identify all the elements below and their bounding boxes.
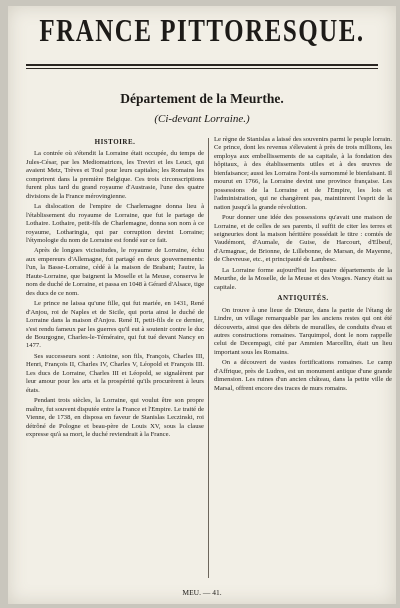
section-heading-histoire: HISTOIRE.	[94, 138, 136, 146]
page-footer: MEU. — 41.	[182, 588, 222, 597]
masthead-title: FRANCE PITTORESQUE.	[39, 14, 365, 49]
department-subtitle: (Ci-devant Lorraine.)	[154, 113, 250, 125]
department-title: Département de la Meurthe.	[120, 91, 284, 106]
paragraph: Ses successeurs sont : Antoine, son fils, François, Charles III, Henri, François II, Charles IV, Charles V, Léopold et François III. Les ducs de Lorraine, Charles III et Léopold, se signalèrent par leur amour pour les arts et la prospérité qu'ils procurèrent à leurs états.	[26, 352, 204, 394]
paragraph: On a découvert de vastes fortifications romaines. Le camp d'Affrique, près de Ludres, est un monument antique d'une grande dimension. Les ruines d'un ancien château, dans la petite ville de Marsal, offrent encore des traces de murs romains.	[214, 359, 392, 392]
paragraph: Après de longues vicissitudes, le royaume de Lorraine, échu aux empereurs d'Allemagne, fut partagé en deux gouvernements: l'un, la Basse-Lorraine, cédé à la maison de Brabant; l'autre, la Haute-Lorraine, que baignent la Moselle et la Meuse, conserva le nom de duché de Lorraine, et passa en 1048 à Gérard d'Alsace, tige des ducs de ce nom.	[26, 247, 204, 297]
paragraph: Le règne de Stanislas a laissé des souvenirs parmi le peuple lorrain. Ce prince, dont les revenus s'élevaient à près de trois millions, les employa aux embellissements de sa capitale, à la fondation des hôpitaux, à des établissements utiles et à des œuvres de bienfaisance; aussi les Lorrains l'ont-ils surnommé le bienfaisant. Il mourut en 1766, la Lorraine devint une province française. Les possessions de la Lorraine et de l'Empire, les lois et l'administration, qui ne changèrent pas, maintinrent l'esprit de la nation jusqu'à la grande révolution.	[214, 136, 392, 211]
paragraph: Pour donner une idée des possessions qu'avait une maison de Lorraine, et de celles de ses parents, il suffit de citer les terres et seigneuries dont la maison héritière possédait le titre : comtés de Vaudémont, d'Aumale, de Guise, de Harcourt, d'Elbeuf, d'Armagnac, de Brionne, de Lillebonne, de Marsan, de Mayenne, de Chevreuse, etc., et principauté de Lambesc.	[214, 214, 392, 264]
masthead-rule-top	[26, 64, 378, 66]
document-page	[8, 6, 396, 604]
masthead-rule-bottom	[26, 68, 378, 69]
paragraph: On trouve à une lieue de Dieuze, dans la partie de l'étang de Lindre, un village remarquable par les anciens restes qui ont été découverts, ainsi que des débris de murailles, de conduits d'eau et autres constructions romaines. Tarquimpol, dont le nom rappelle celui de Decempagi, cité par Ammien Marcellin, était un lieu important sous les Romains.	[214, 306, 392, 356]
paragraph: La Lorraine forme aujourd'hui les quatre départements de la Meurthe, de la Moselle, de la Meuse et des Vosges. Nancy était sa capitale.	[214, 266, 392, 291]
section-heading-antiquites: ANTIQUITÉS.	[277, 294, 329, 303]
paragraph: La dislocation de l'empire de Charlemagne donna lieu à l'établissement du royaume de Lorraine, que fut le partage de Lothaire. Lothaire, petit-fils de Charlemagne, donna son nom à ce royaume, Lotharingia, qui par corruption devint Lorraine; l'étymologie du nom de Lorraine est fondé sur ce fait.	[26, 203, 204, 244]
column-divider	[208, 138, 209, 578]
paragraph: La contrée où s'étendit la Lorraine était occupée, du temps de Jules-César, par les Mediomatrices, les Treviri et les Leuci, qui avaient Metz, Trèves et Toul pour leurs capitales; les Romains les comprirent dans la première Belgique. Ces trois circonscriptions furent plus tard du grand royaume d'Austrasie, l'une des quatre divisions de la France mérovingienne.	[26, 150, 204, 200]
right-column	[214, 136, 392, 395]
paragraph: Le prince ne laissa qu'une fille, qui fut mariée, en 1431, René d'Anjou, roi de Naples et de Sicile, qui porta ainsi le duché de Lorraine dans la maison d'Anjou. René II, petit-fils de ce dernier, s'est rendu fameux par les guerres qu'il eut à soutenir contre le duc de Bourgogne, Charles-le-Téméraire, qui fut tué devant Nancy en 1477.	[26, 300, 204, 350]
left-column	[26, 136, 204, 441]
paragraph: Pendant trois siècles, la Lorraine, qui voulut être son propre maître, fut souvent disputée entre la France et l'Empire. Le traité de Vienne, de 1738, en disposa en faveur de Stanislas Leczinski, roi détrôné de Pologne et beau-père de Louis XV, sous la clause expresse qu'à sa mort, le duché reviendrait à la France.	[26, 397, 204, 438]
